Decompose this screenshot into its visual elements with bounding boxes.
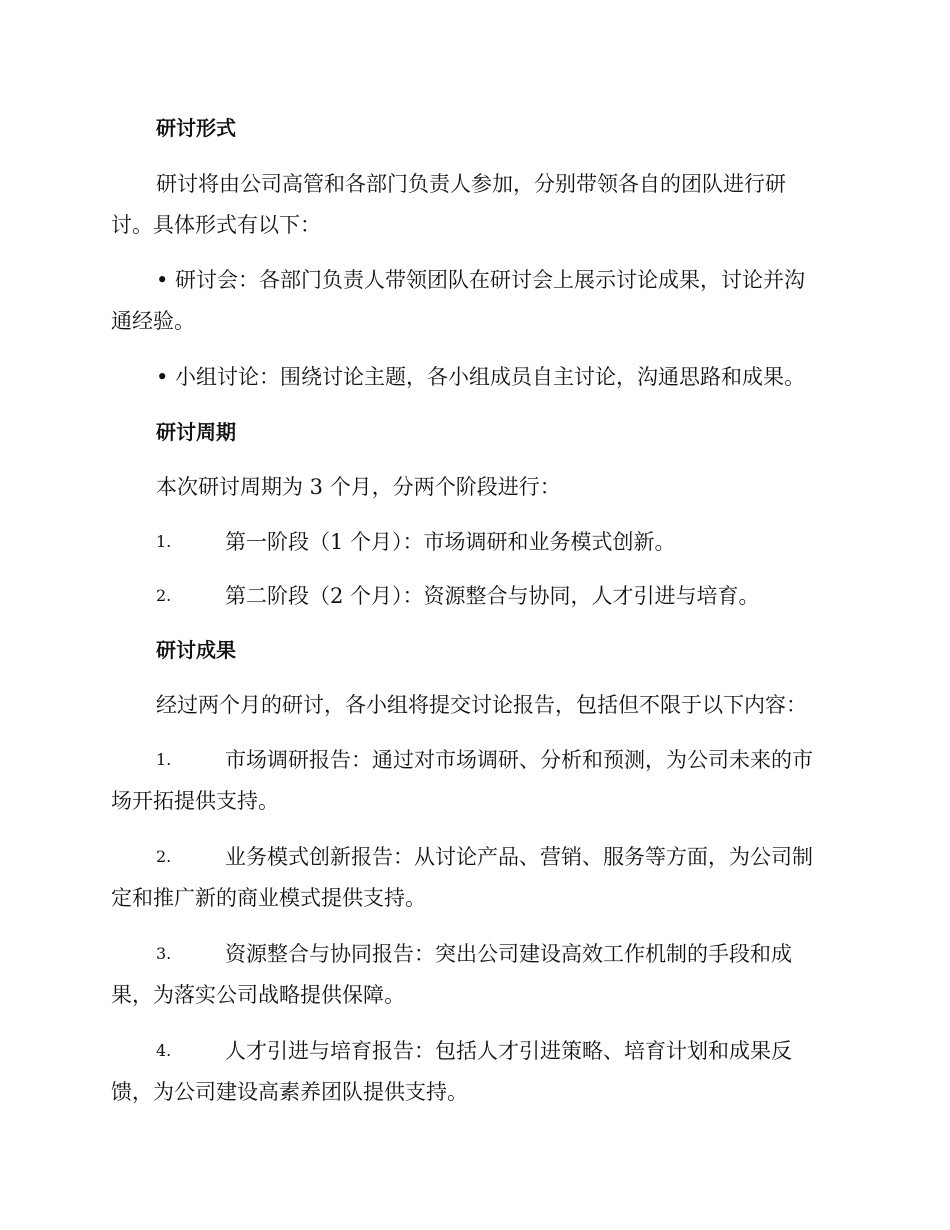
section-heading-results: 研讨成果	[156, 638, 236, 662]
format-intro-line1: 研讨将由公司高管和各部门负责人参加，分别带领各自的团队进行研	[156, 172, 786, 196]
period-intro: 本次研讨周期为 3 个月，分两个阶段进行：	[156, 475, 561, 499]
list-text-line1: 市场调研报告：通过对市场调研、分析和预测，为公司未来的市	[225, 748, 813, 772]
bullet-item-1-line1: • 研讨会：各部门负责人带领团队在研讨会上展示讨论成果，讨论并沟	[156, 268, 806, 292]
bullet-item-1-line2: 通经验。	[111, 309, 195, 333]
list-number: 1.	[156, 750, 172, 769]
list-number: 1.	[156, 532, 172, 551]
list-text-line2: 场开拓提供支持。	[111, 789, 279, 813]
section-heading-format: 研讨形式	[156, 116, 236, 140]
list-number: 2.	[156, 847, 172, 866]
results-intro: 经过两个月的研讨，各小组将提交讨论报告，包括但不限于以下内容：	[156, 693, 807, 717]
list-text-line1: 业务模式创新报告：从讨论产品、营销、服务等方面，为公司制	[225, 845, 813, 869]
bullet-item-2: • 小组讨论：围绕讨论主题，各小组成员自主讨论，沟通思路和成果。	[156, 365, 806, 389]
list-number: 4.	[156, 1041, 172, 1060]
list-number: 3.	[156, 944, 172, 963]
list-text: 第一阶段（1 个月）：市场调研和业务模式创新。	[225, 530, 676, 554]
list-text: 第二阶段（2 个月）：资源整合与协同，人才引进与培育。	[225, 584, 760, 608]
list-text-line2: 果，为落实公司战略提供保障。	[111, 983, 405, 1007]
list-text-line1: 资源整合与协同报告：突出公司建设高效工作机制的手段和成	[225, 942, 792, 966]
list-number: 2.	[156, 586, 172, 605]
list-text-line2: 馈，为公司建设高素养团队提供支持。	[111, 1080, 468, 1104]
format-intro-line2: 讨。具体形式有以下：	[111, 213, 321, 237]
section-heading-period: 研讨周期	[156, 420, 236, 444]
list-text-line1: 人才引进与培育报告：包括人才引进策略、培育计划和成果反	[225, 1039, 792, 1063]
list-text-line2: 定和推广新的商业模式提供支持。	[111, 886, 426, 910]
